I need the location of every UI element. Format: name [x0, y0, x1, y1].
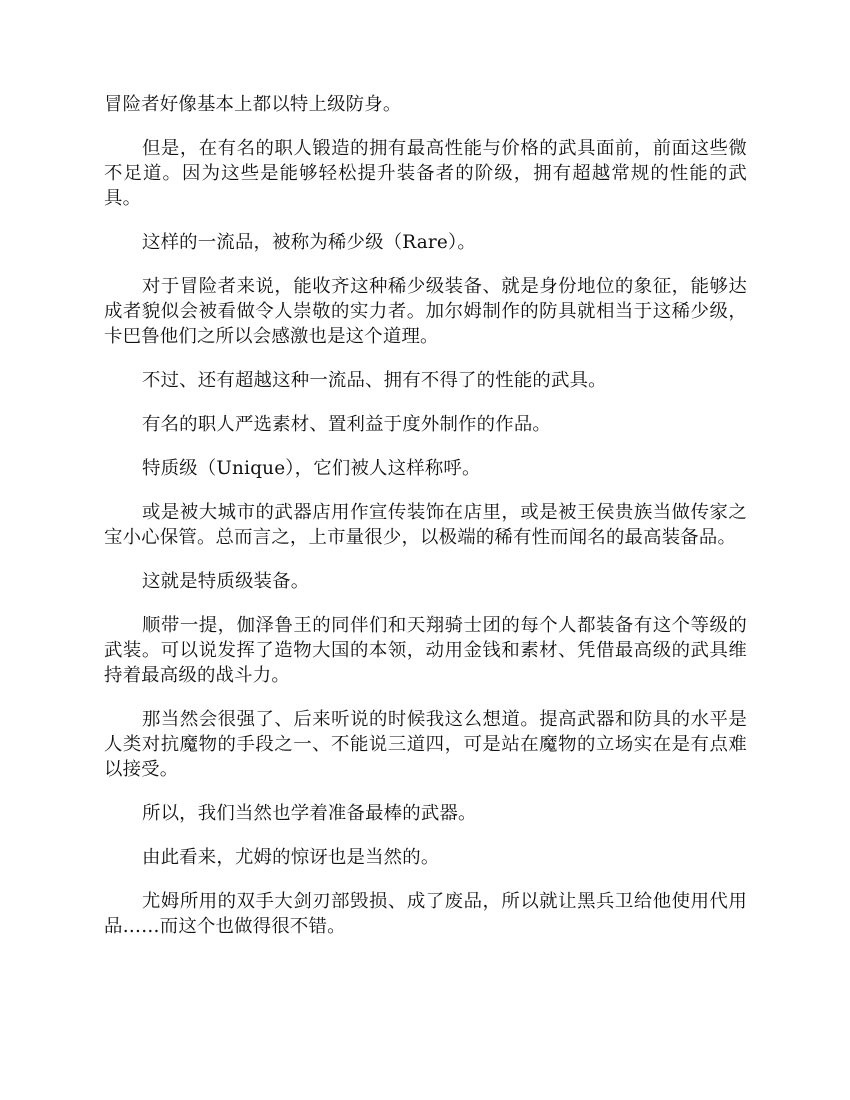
paragraph-2: 但是，在有名的职人锻造的拥有最高性能与价格的武具面前，前面这些微不足道。因为这些是能够轻松提升装备者的阶级，拥有超越常规的性能的武具。: [104, 138, 747, 209]
paragraph-1: 冒险者好像基本上都以特上级防身。: [104, 94, 402, 115]
paragraph-10: 顺带一提，伽泽鲁王的同伴们和天翔骑士团的每个人都装备有这个等级的武装。可以说发挥了造物大国的本领，动用金钱和素材、凭借最高级的武具维持着最高级的战斗力。: [104, 615, 747, 686]
paragraph-8: 或是被大城市的武器店用作宣传装饰在店里，或是被王侯贵族当做传家之宝小心保管。总而言之，上市量很少，以极端的稀有性而闻名的最高装备品。: [104, 502, 747, 548]
paragraph-13: 由此看来，尤姆的惊讶也是当然的。: [142, 847, 440, 868]
paragraph-7: 特质级（Unique），它们被人这样称呼。: [142, 458, 481, 479]
paragraph-14: 尤姆所用的双手大剑刃部毁损、成了废品，所以就让黑兵卫给他使用代用品……而这个也做得很不错。: [104, 891, 747, 937]
paragraph-4: 对于冒险者来说，能收齐这种稀少级装备、就是身份地位的象征，能够达成者貌似会被看做令人崇敬的实力者。加尔姆制作的防具就相当于这稀少级，卡巴鲁他们之所以会感激也是这个道理。: [104, 276, 747, 347]
paragraph-3: 这样的一流品，被称为稀少级（Rare）。: [142, 232, 476, 253]
paragraph-6: 有名的职人严选素材、置利益于度外制作的作品。: [142, 414, 551, 435]
paragraph-9: 这就是特质级装备。: [142, 571, 310, 592]
paragraph-12: 所以，我们当然也学着准备最棒的武器。: [142, 803, 477, 824]
paragraph-5: 不过、还有超越这种一流品、拥有不得了的性能的武具。: [142, 370, 607, 391]
paragraph-11: 那当然会很强了、后来听说的时候我这么想道。提高武器和防具的水平是人类对抗魔物的手段之一、不能说三道四，可是站在魔物的立场实在是有点难以接受。: [104, 709, 747, 780]
document-page: [104, 92, 747, 958]
